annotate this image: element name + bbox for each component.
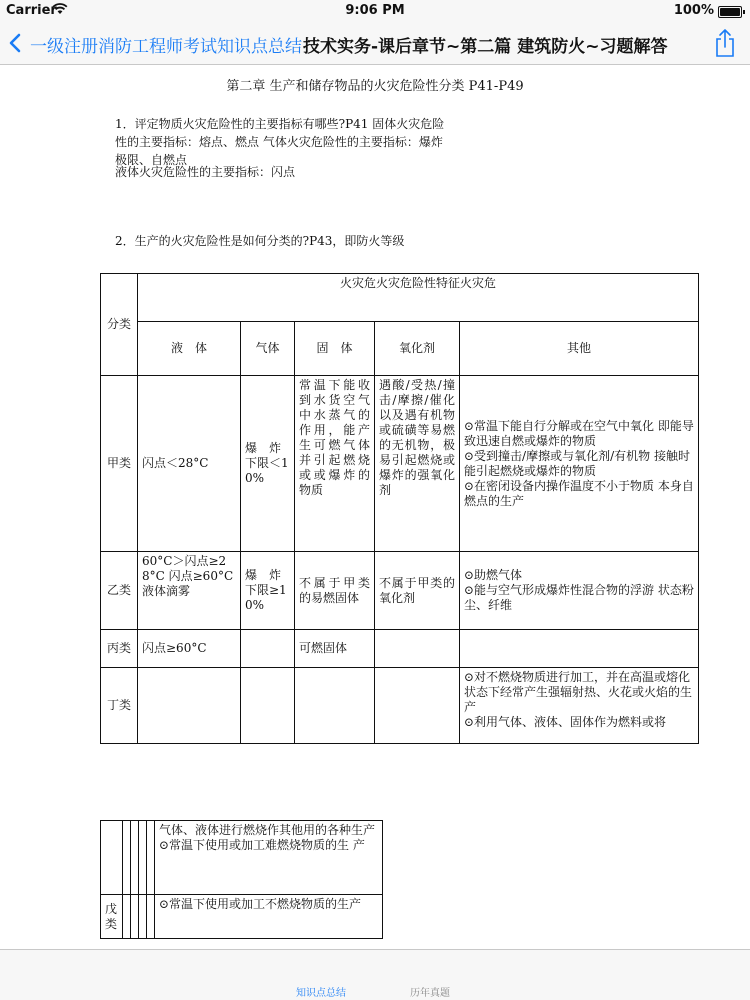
cell-other: ⊙对不燃烧物质进行加工，并在高温或熔化状态下经常产生强辐射热、火花或火焰的生产 ⊙利用气体、液体、固体作为燃料或将 — [460, 668, 699, 744]
cell-liquid — [138, 668, 241, 744]
empty-class-cell — [101, 821, 123, 895]
cell-solid: 可燃固体 — [295, 630, 375, 668]
cell-gas: 爆 炸下限＜10% — [241, 376, 295, 552]
question-2: 2．生产的火灾危险性是如何分类的?P43，即防火等级 — [115, 234, 405, 248]
cell-oxidizer — [375, 630, 460, 668]
question-1: 1．评定物质火灾危险性的主要指标有哪些?P41 固体火灾危险性的主要指标：熔点、燃点 气体火灾危险性的主要指标：爆炸极限、自燃点 — [115, 117, 445, 167]
fire-hazard-table-continued — [100, 820, 383, 939]
navigation-bar — [0, 22, 750, 65]
cell-liquid: 闪点≥60°C — [138, 630, 241, 668]
battery-icon — [718, 6, 742, 18]
fire-hazard-table — [100, 273, 699, 744]
status-bar — [0, 0, 750, 22]
cell-solid — [295, 668, 375, 744]
row-class-bing: 丙类 — [101, 630, 138, 668]
chapter-title: 第二章 生产和储存物品的火灾危险性分类 P41-P49 — [226, 79, 524, 94]
row-class-jia: 甲类 — [101, 376, 138, 552]
cell-gas — [241, 668, 295, 744]
table-divider — [139, 821, 147, 895]
header-oxidizer: 氧化剂 — [375, 322, 460, 376]
cell-other — [460, 630, 699, 668]
question-1-liquid: 液体火灾危险性的主要指标：闪点 — [115, 165, 296, 179]
carrier-label: Carrier — [6, 3, 57, 18]
table-divider — [147, 895, 155, 939]
chevron-left-icon — [8, 33, 22, 53]
header-other: 其他 — [460, 322, 699, 376]
header-solid: 固 体 — [295, 322, 375, 376]
row-class-yi: 乙类 — [101, 552, 138, 630]
cell-gas — [241, 630, 295, 668]
class-column-header: 分类 — [101, 274, 138, 376]
page-title: 技术实务-课后章节~第二篇 建筑防火~习题解答 — [303, 37, 668, 57]
cell-solid: 不属于甲类的易燃固体 — [295, 552, 375, 630]
cell-oxidizer — [375, 668, 460, 744]
cell-other: ⊙常温下能自行分解或在空气中氧化 即能导致迅速自燃或爆炸的物质 ⊙受到撞击/摩擦或与氧化剂/有机物 接触时能引起燃烧或爆炸的物质 ⊙在密闭设备内操作温度不小于物质 本身自燃点的生产 — [460, 376, 699, 552]
tab-bar — [0, 949, 750, 1000]
cell-other: ⊙常温下使用或加工不燃烧物质的生产 — [155, 895, 383, 939]
cell-gas: 爆 炸下限≥10% — [241, 552, 295, 630]
cell-oxidizer: 不属于甲类的氧化剂 — [375, 552, 460, 630]
share-icon[interactable] — [714, 28, 736, 62]
back-button-label: 一级注册消防工程师考试知识点总结 — [30, 37, 302, 57]
header-gas: 气体 — [241, 322, 295, 376]
table-divider — [123, 895, 131, 939]
table-divider — [139, 895, 147, 939]
cell-liquid: 60°C＞闪点≥28°C 闪点≥60°C 液体滴雾 — [138, 552, 241, 630]
table-divider — [131, 821, 139, 895]
battery-percent: 100% — [673, 3, 714, 18]
cell-other: 气体、液体进行燃烧作其他用的各种生产 ⊙常温下使用或加工难燃烧物质的生 产 — [155, 821, 383, 895]
tab-past-exams[interactable]: 历年真题 — [410, 988, 450, 999]
table-divider — [123, 821, 131, 895]
table-divider — [147, 821, 155, 895]
row-class-ding: 丁类 — [101, 668, 138, 744]
cell-liquid: 闪点＜28°C — [138, 376, 241, 552]
clock: 9:06 PM — [345, 3, 405, 18]
battery-fill — [720, 8, 740, 16]
cell-other: ⊙助燃气体 ⊙能与空气形成爆炸性混合物的浮游 状态粉尘、纤维 — [460, 552, 699, 630]
cell-solid: 常温下能收到水货空气中水蒸气的作用，能产生可燃气体并引起燃烧或或爆炸的物质 — [295, 376, 375, 552]
tab-knowledge-summary[interactable]: 知识点总结 — [296, 988, 346, 999]
table-divider — [131, 895, 139, 939]
row-class-wu: 戊类 — [101, 895, 123, 939]
header-liquid: 液 体 — [138, 322, 241, 376]
cell-oxidizer: 遇酸/受热/撞击/摩擦/催化以及遇有机物或硫磺等易燃的无机物，极易引起燃烧或爆炸的强氧化剂 — [375, 376, 460, 552]
table-group-header: 火灾危火灾危险性特征火灾危 — [138, 274, 699, 322]
document-page — [0, 65, 750, 950]
